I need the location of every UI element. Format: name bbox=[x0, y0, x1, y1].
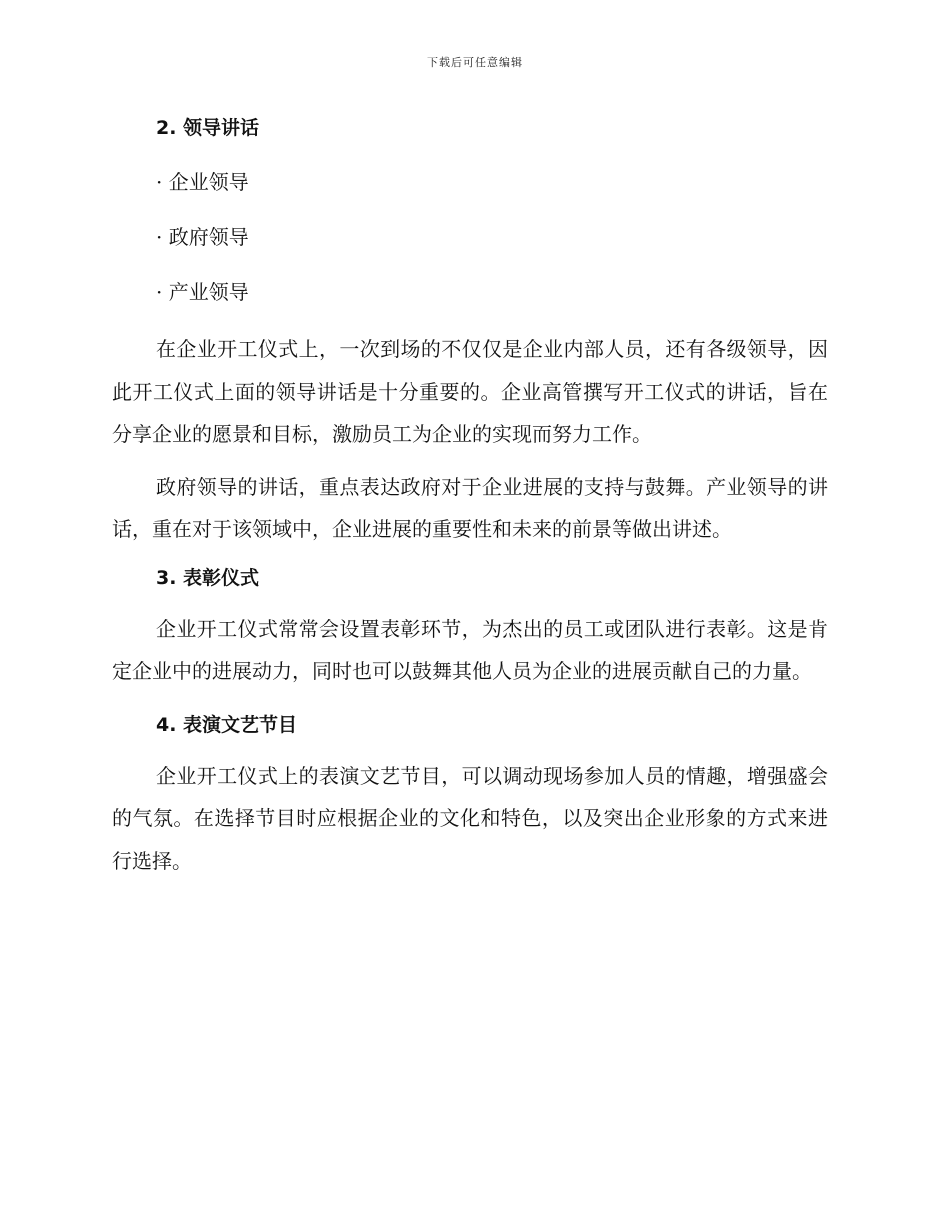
section-heading-performance: 4. 表演文艺节目 bbox=[156, 713, 298, 736]
paragraph-leader-speech-detail: 政府领导的讲话，重点表达政府对于企业进展的支持与鼓舞。产业领导的讲话，重在对于该领域中，企业进展的重要性和未来的前景等做出讲述。 bbox=[112, 474, 828, 541]
bullet-item-enterprise-leader: · 企业领导 bbox=[156, 170, 249, 194]
paragraph-commendation: 企业开工仪式常常会设置表彰环节，为杰出的员工或团队进行表彰。这是肯定企业中的进展动力，同时也可以鼓舞其他人员为企业的进展贡献自己的力量。 bbox=[112, 616, 828, 683]
page-header: 下载后可任意编辑 bbox=[427, 56, 523, 69]
section-heading-leader-speech: 2. 领导讲话 bbox=[156, 117, 260, 139]
document-body bbox=[112, 108, 828, 882]
paragraph-leader-speech-intro: 在企业开工仪式上，一次到场的不仅仅是企业内部人员，还有各级领导，因此开工仪式上面的领导讲话是十分重要的。企业高管撰写开工仪式的讲话，旨在分享企业的愿景和目标，激励员工为企业的实现而努力工作。 bbox=[112, 337, 828, 446]
paragraph-performance: 企业开工仪式上的表演文艺节目，可以调动现场参加人员的情趣，增强盛会的气氛。在选择节目时应根据企业的文化和特色，以及突出企业形象的方式来进行选择。 bbox=[112, 763, 828, 873]
bullet-item-government-leader: · 政府领导 bbox=[156, 225, 249, 249]
section-heading-commendation: 3. 表彰仪式 bbox=[156, 566, 260, 589]
bullet-item-industry-leader: · 产业领导 bbox=[156, 280, 249, 304]
